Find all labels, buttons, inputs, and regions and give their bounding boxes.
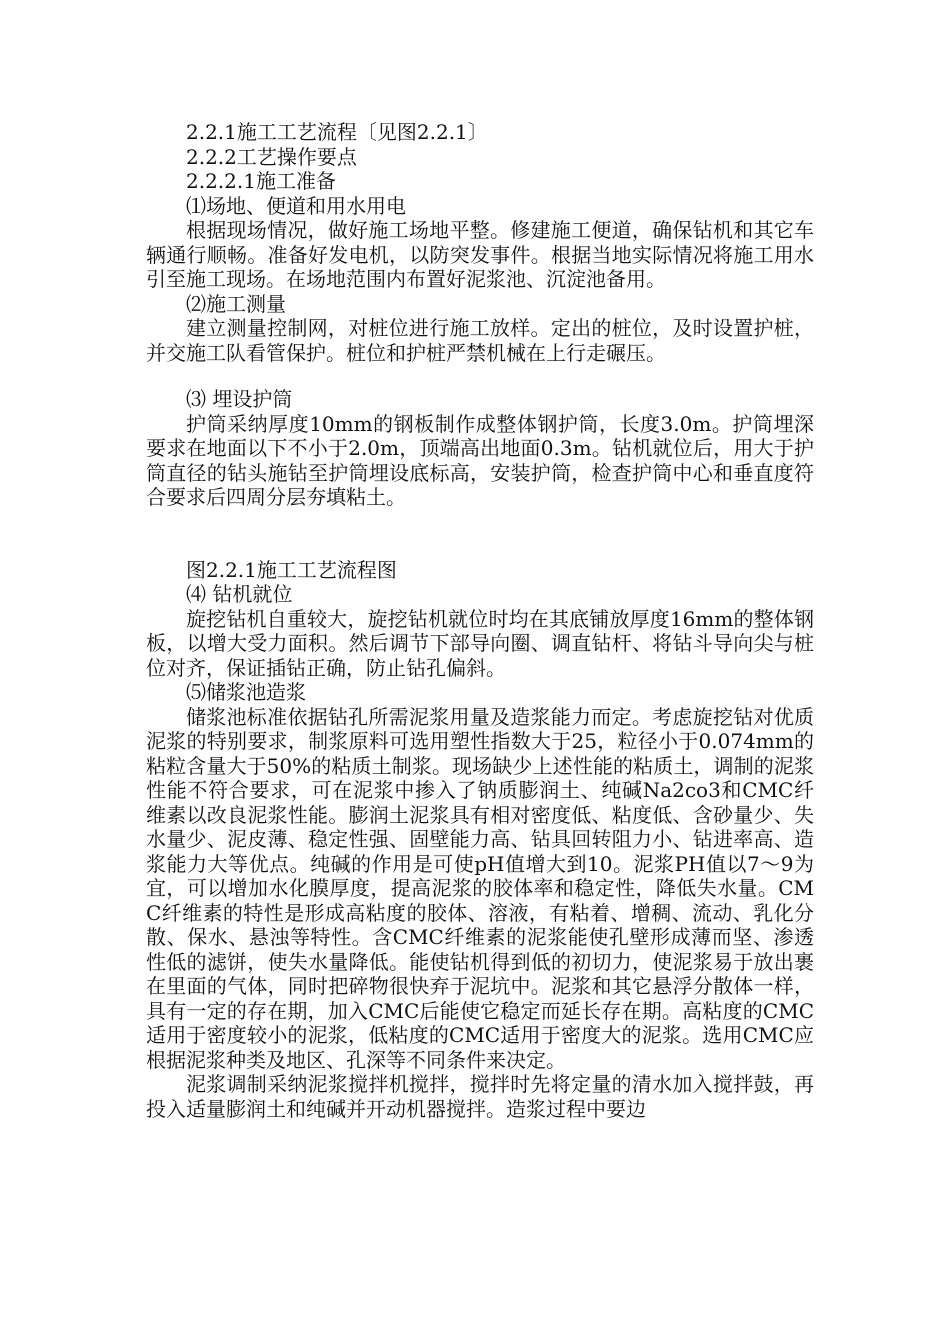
paragraph-site: 根据现场情况，做好施工场地平整。修建施工便道，确保钻机和其它车辆通行顺畅。准备好发电机，以防突发事件。根据当地实际情况将施工用水引至施工现场。在场地范围内布置好泥浆池、沉淀池备用。 [146, 218, 814, 291]
subheading-slurry: ⑸储浆池造浆 [186, 680, 306, 704]
subheading-survey: ⑵施工测量 [186, 291, 286, 316]
subheading-site: ⑴场地、便道和用水用电 [186, 193, 406, 218]
spacer [146, 365, 814, 387]
paragraph-slurry: 储浆池标准依据钻孔所需泥浆用量及造浆能力而定。考虑旋挖钻对优质泥浆的特别要求，制浆原料可选用塑性指数大于25，粒径小于0.074mm的粘粒含量大于50%的粘质土制浆。现场缺少上述性能的粘质土，调制的泥浆性能不符合要求，可在泥浆中掺入了钠质膨润土、纯碱Na2co3和CMC纤维素以改良泥浆性能。膨润土泥浆具有相对密度低、粘度低、含砂量少、失水量少、泥皮薄、稳定性强、固壁能力高、钻具回转阻力小、钻进率高、造浆能力大等优点。纯碱的作用是可使pH值增大到10。泥浆PH值以7～9为宜，可以增加水化膜厚度，提高泥浆的胶体率和稳定性，降低失水量。CMC纤维素的特性是形成高粘度的胶体、溶液，有粘着、增稠、流动、乳化分散、保水、悬浊等特性。含CMC纤维素的泥浆能使孔壁形成薄而坚、渗透性低的滤饼，使失水量降低。能使钻机得到低的初切力，使泥浆易于放出裹在里面的气体，同时把碎物很快弃于泥坑中。泥浆和其它悬浮分散体一样，具有一定的存在期，加入CMC后能使它稳定而延长存在期。高粘度的CMC适用于密度较小的泥浆，低粘度的CMC适用于密度大的泥浆。选用CMC应根据泥浆种类及地区、孔深等不同条件来决定。 [146, 704, 814, 1072]
subheading-rig: ⑷ 钻机就位 [186, 582, 293, 606]
subheading-casing: ⑶ 埋设护筒 [186, 387, 293, 411]
paragraph-casing: 护筒采纳厚度10mm的钢板制作成整体钢护筒，长度3.0m。护筒埋深要求在地面以下不小于2.0m，顶端高出地面0.3m。钻机就位后，用大于护筒直径的钻头施钻至护筒埋设底标高，安装护筒，检查护筒中心和垂直度符合要求后四周分层夯填粘土。 [146, 411, 814, 509]
paragraph-survey: 建立测量控制网，对桩位进行施工放样。定出的桩位，及时设置护桩，并交施工队看管保护。桩位和护桩严禁机械在上行走碾压。 [146, 316, 814, 365]
section-heading-flow: 2.2.1施工工艺流程〔见图2.2.1〕 [186, 120, 488, 144]
paragraph-rig: 旋挖钻机自重较大，旋挖钻机就位时均在其底铺放厚度16mm的整体钢板，以增大受力面积。然后调节下部导向圈、调直钻杆、将钻斗导向尖与桩位对齐，保证插钻正确，防止钻孔偏斜。 [146, 606, 814, 680]
section-heading-prep: 2.2.2.1施工准备 [186, 169, 336, 193]
paragraph-slurry-mixing: 泥浆调制采纳泥浆搅拌机搅拌，搅拌时先将定量的清水加入搅拌鼓，再投入适量膨润土和纯碱并开动机器搅拌。造浆过程中要边 [146, 1072, 814, 1121]
figure-placeholder [146, 510, 814, 558]
section-heading-points: 2.2.2工艺操作要点 [186, 144, 357, 169]
document-page [146, 120, 814, 1121]
figure-caption: 图2.2.1施工工艺流程图 [186, 557, 397, 582]
